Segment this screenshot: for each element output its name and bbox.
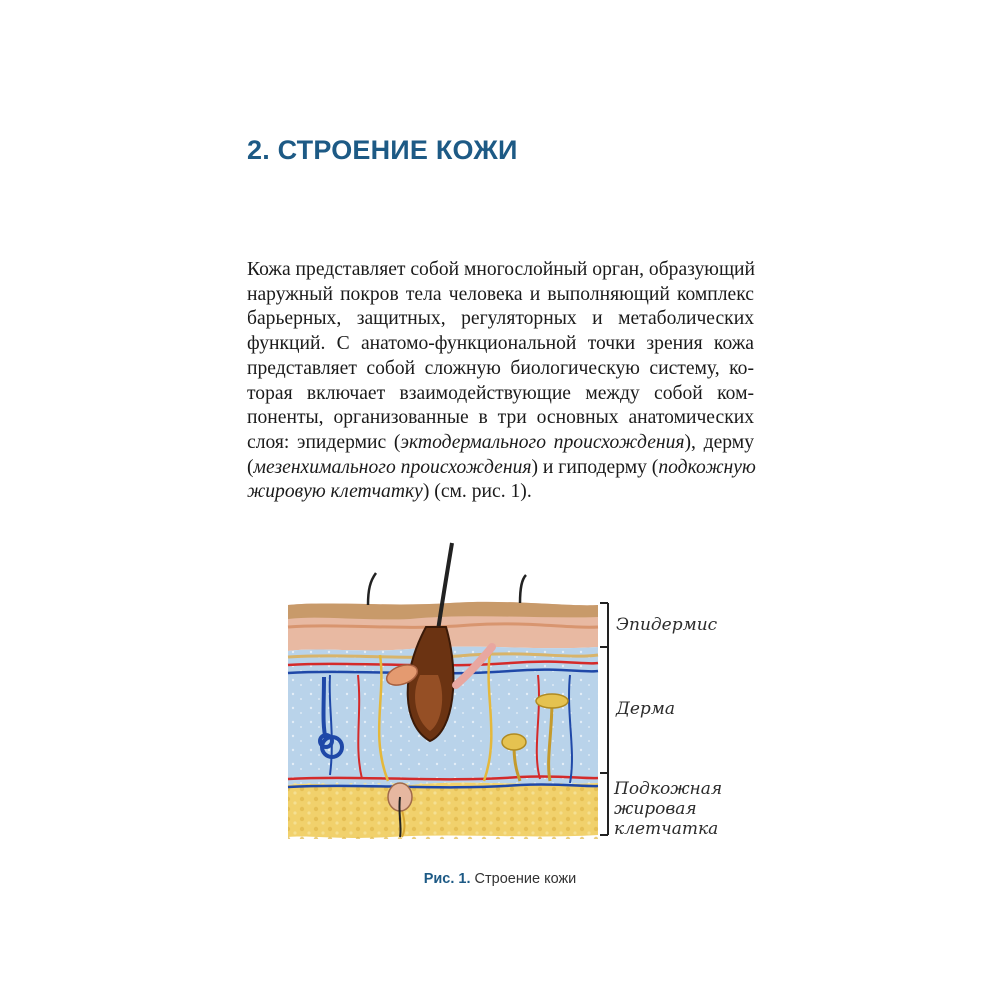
skin-structure-figure xyxy=(270,535,740,855)
text-line xyxy=(247,480,754,505)
text-line: барьерных, защитных, регуляторных и метаболических xyxy=(247,308,754,330)
label-epidermis: Эпидермис xyxy=(616,615,718,635)
text-run: ), дерму xyxy=(684,431,754,453)
text-line: поненты, организованные в три основных анатомических xyxy=(247,407,754,429)
hair-left xyxy=(368,573,376,605)
text-line: функций. С анатомо-функциональной точки зрения кожа xyxy=(247,333,754,355)
hair-right xyxy=(520,575,526,603)
text-run: ( xyxy=(247,456,254,478)
section-heading: 2. СТРОЕНИЕ КОЖИ xyxy=(247,135,518,165)
figure-caption-text: Строение кожи xyxy=(470,871,577,887)
text-line: Кожа представляет собой многослойный орган, образующий xyxy=(247,259,756,280)
text-run: ) (см. рис. 1). xyxy=(422,481,532,503)
label-hypodermis-line1: Подкожная xyxy=(614,779,723,799)
label-dermis: Дерма xyxy=(616,699,675,719)
label-hypodermis-line3: клетчатка xyxy=(614,819,719,839)
body-paragraph xyxy=(247,258,754,505)
label-hypodermis-line2: жировая xyxy=(614,799,697,819)
text-run: слоя: эпидермис ( xyxy=(247,431,401,453)
layer-brackets xyxy=(600,603,608,835)
text-line xyxy=(247,431,754,456)
text-line: наружный покров тела человека и выполняющий комплекс xyxy=(247,283,754,305)
text-run: ) и гиподерму ( xyxy=(531,456,659,478)
figure-caption xyxy=(0,871,1000,887)
italic-term: эктодермального происхождения xyxy=(400,431,685,453)
text-line: торая включает взаимодействующие между собой ком- xyxy=(247,382,754,404)
italic-term: мезенхимального происхождения xyxy=(253,456,532,478)
text-line: представляет собой сложную биологическую систему, ко- xyxy=(247,357,754,379)
italic-term: жировую клетчатку xyxy=(247,481,423,503)
text-line xyxy=(247,456,754,481)
figure-number: Рис. 1. xyxy=(423,871,471,887)
italic-term: подкожную xyxy=(658,456,756,478)
